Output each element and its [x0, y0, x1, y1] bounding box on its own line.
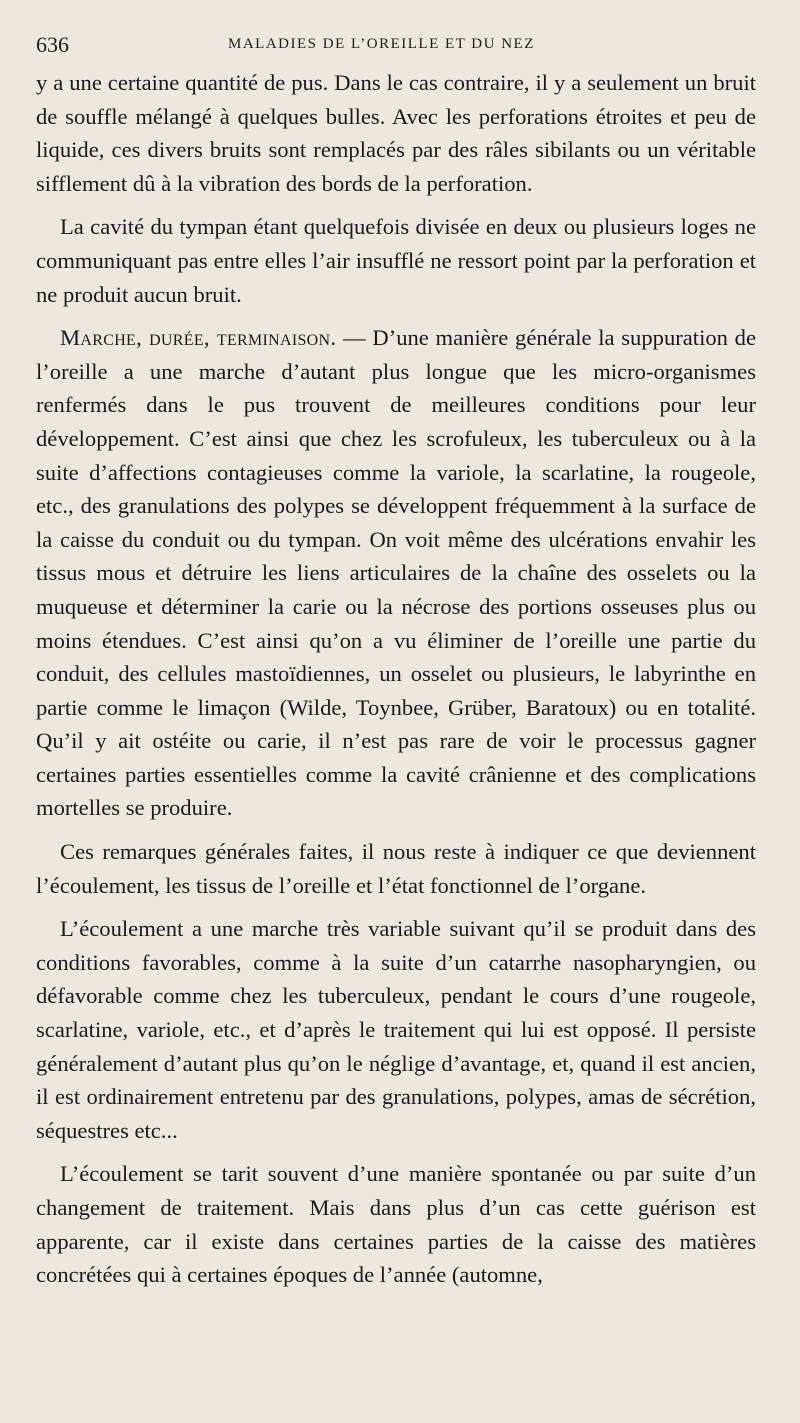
paragraph-3-text: — D’une manière générale la suppuration de l’oreille a une marche d’autant plus longue que les micro-organismes renfermés dans le pus trouvent de meilleures conditions pour leur développement. C’est ainsi que chez les scrofuleux, les tuberculeux ou à la suite d’affections contagieuses comme la variole, la scarlatine, la rougeole, etc., des granulations des polypes se développent fréquemment à la surface de la caisse du conduit ou du tympan. On voit même des ulcérations envahir les tissus mous et détruire les liens articulaires de la chaîne des osselets ou la muqueuse et déterminer la carie ou la nécrose des portions osseuses plus ou moins étendues. C’est ainsi qu’on a vu éliminer de l’oreille une partie du conduit, des cellules mastoïdiennes, un osselet ou plusieurs, le labyrinthe en partie comme le limaçon (Wilde, Toynbee, Grüber, Baratoux) ou en totalité. Qu’il y ait ostéite ou carie, il n’est pas rare de voir le processus gagner certaines parties essentielles comme la cavité crânienne et des complications mortelles se produire. [36, 325, 756, 821]
page-number: 636 [36, 32, 69, 57]
paragraph-4: Ces remarques générales faites, il nous reste à indiquer ce que deviennent l’écoulement, les tissus de l’oreille et l’état fonctionnel de l’organe. [36, 839, 756, 898]
section-heading: Marche, durée, terminaison. [60, 325, 337, 351]
paragraph-1: y a une certaine quantité de pus. Dans le cas contraire, il y a seulement un bruit de souffle mélangé à quelques bulles. Avec les perforations étroites et peu de liquide, ces divers bruits sont remplacés par des râles sibilants ou un véritable sifflement dû à la vibration des bords de la perforation. [36, 70, 756, 196]
paragraph-3 [36, 321, 756, 825]
paragraph-2: La cavité du tympan étant quelquefois divisée en deux ou plusieurs loges ne communiquant pas entre elles l’air insufflé ne ressort point par la perforation et ne produit aucun bruit. [36, 214, 756, 307]
page-header [36, 32, 760, 62]
paragraph-5: L’écoulement a une marche très variable suivant qu’il se produit dans des conditions favorables, comme à la suite d’un catarrhe nasopharyngien, ou défavorable comme chez les tuberculeux, pendant le cours d’une rougeole, scarlatine, variole, etc., et d’après le traitement qui lui est opposé. Il persiste généralement d’autant plus qu’on le néglige d’avantage, et, quand il est ancien, il est ordinairement entretenu par des granulations, polypes, amas de sécrétion, séquestres etc... [36, 916, 756, 1143]
paragraph-6: L’écoulement se tarit souvent d’une manière spontanée ou par suite d’un changement de traitement. Mais dans plus d’un cas cette guérison est apparente, car il existe dans certaines parties de la caisse des matières concrétées qui à certaines époques de l’année (automne, [36, 1161, 756, 1288]
running-title: MALADIES DE L’OREILLE ET DU NEZ [228, 36, 535, 52]
body-text [36, 66, 756, 1302]
